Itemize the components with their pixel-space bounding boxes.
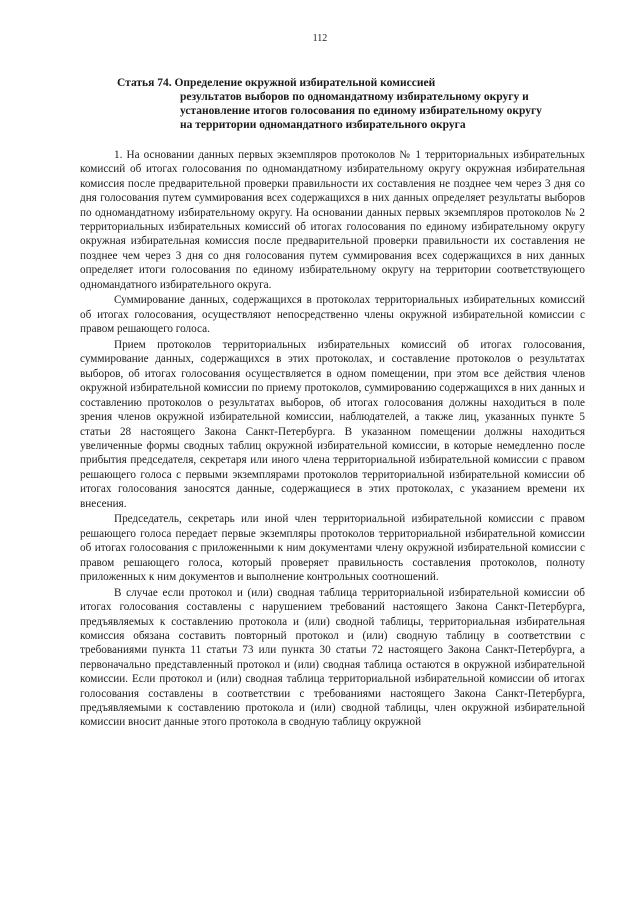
paragraph-2: Суммирование данных, содержащихся в протоколах территориальных избирательных комиссий об итогах голосования, осуществляют непосредственно члены окружной избирательной комиссии с правом решающего голоса. [80, 294, 585, 336]
paragraph-5: В случае если протокол и (или) сводная таблица территориальной избирательной комиссии об итогах голосования составлены с нарушением требований настоящего Закона Санкт-Петербурга, предъявляемых к составлению протокола и (или) сводной таблицы, территориальная избирательная комиссия обязана составить повторный протокол и (или) сводную таблицу в соответствии с требованиями пункта 11 статьи 73 или пункта 30 статьи 72 настоящего Закона Санкт-Петербурга, а первоначально представленный протокол и (или) сводная таблица остаются в окружной избирательной комиссии. Если протокол и (или) сводная таблица территориальной избирательной комиссии об итогах голосования составлены в соответствии с требованиями настоящего Закона Санкт-Петербурга, предъявляемыми к составлению протокола и (или) сводной таблицы, член окружной избирательной комиссии вносит данные этого протокола в сводную таблицу окружной [80, 586, 585, 729]
page-number: 112 [312, 33, 328, 44]
paragraph-1: 1. На основании данных первых экземпляров протоколов № 1 территориальных избирательных комиссий об итогах голосования по одномандатному избирательному округу окружная избирательная комиссия после предварительной проверки правильности их составления не позднее чем через 3 дня со дня голосования путем суммирования всех содержащихся в них данных определяет результаты выборов по одномандатному избирательному округу. На основании данных первых экземпляров протоколов № 2 территориальных избирательных комиссий об итогах голосования по единому избирательному округу окружная избирательная комиссия после предварительной проверки правильности их составления не позднее чем через 3 дня со дня голосования путем суммирования всех содержащихся в них данных определяет итоги голосования по единому избирательному округу на территории соответствующего одномандатного избирательного округа. [80, 149, 585, 291]
article-title-first-line: Статья 74. Определение окружной избирательной комиссией [117, 77, 436, 89]
paragraph-3: Прием протоколов территориальных избирательных комиссий об итогах голосования, суммирование данных, содержащихся в этих протоколах, и составление протоколов о результатах выборов, об итогах голосования осуществляется в одном помещении, при этом все действия членов окружной избирательной комиссии по приему протоколов, суммированию содержащихся в них данных и составлению протоколов о результатах выборов, об итогах голосования должны находиться в поле зрения членов окружной избирательной комиссии, наблюдателей, а также лиц, указанных пункте 5 статьи 28 настоящего Закона Санкт-Петербурга. В указанном помещении должны находиться увеличенные формы сводных таблиц окружной избирательной комиссии, в которые немедленно после прибытия председателя, секретаря или иного члена территориальной избирательной комиссии с правом решающего голоса с первыми экземплярами протоколов территориальной избирательной комиссии об итогах голосования заносятся данные, содержащиеся в этих протоколах, с указанием времени их внесения. [80, 339, 585, 510]
article-body [80, 148, 585, 731]
paragraph-4: Председатель, секретарь или иной член территориальной избирательной комиссии с правом решающего голоса передает первые экземпляры протоколов территориальной избирательной комиссии об итогах голосования с приложенными к ним документами члену окружной избирательной комиссии с правом решающего голоса, который проверяет правильность составления протоколов, полноту приложенных к ним документов и выполнение контрольных соотношений. [80, 513, 585, 583]
article-title [117, 76, 557, 132]
article-title-continuation: результатов выборов по одномандатному избирательному округу и установление итогов голосования по единому избирательному округу на территории одномандатного избирательного округа [180, 91, 542, 131]
